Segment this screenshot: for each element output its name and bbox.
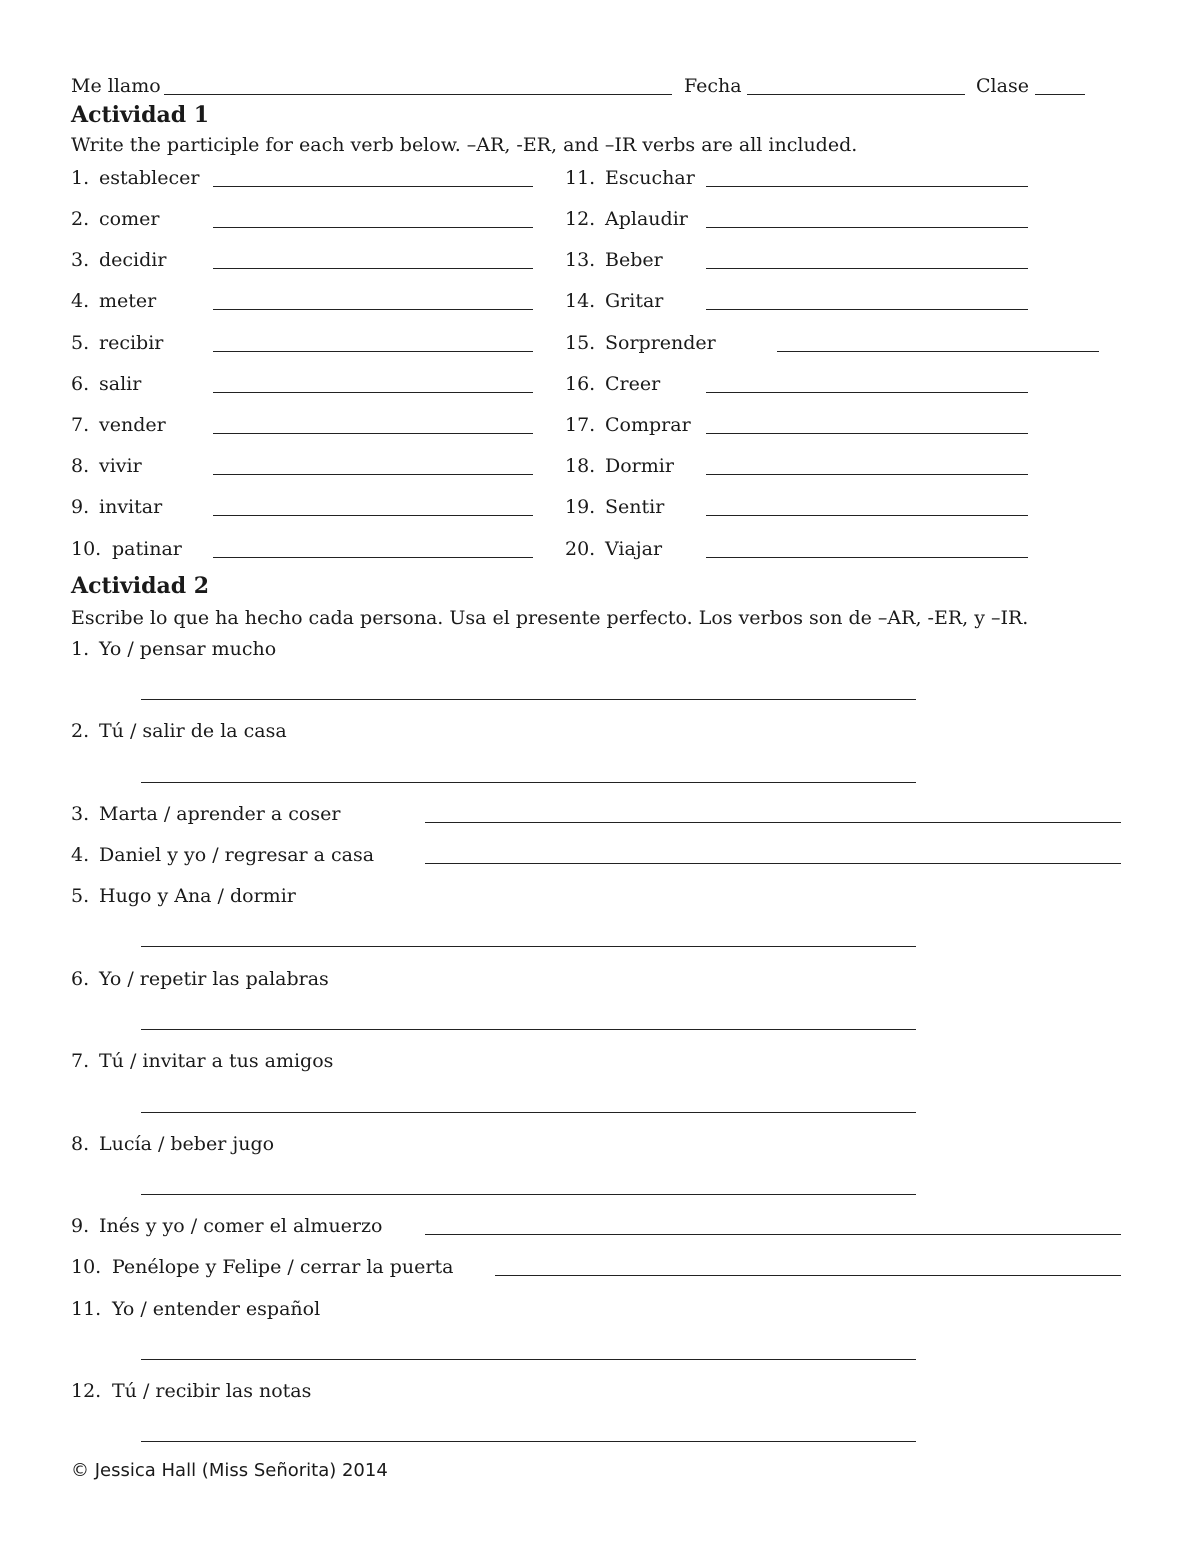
a1-answer-line[interactable] xyxy=(706,392,1028,393)
a2-item-prompt: Daniel y yo / regresar a casa xyxy=(99,844,375,866)
a2-item-num: 9. xyxy=(71,1215,90,1237)
a1-item-num: 13. xyxy=(565,249,596,271)
a2-answer-line[interactable] xyxy=(425,863,1121,864)
a1-item-num: 9. xyxy=(71,496,90,518)
a1-answer-line[interactable] xyxy=(706,186,1028,187)
copyright-footer: © Jessica Hall (Miss Señorita) 2014 xyxy=(71,1460,388,1481)
a1-item-verb: patinar xyxy=(112,538,182,560)
a1-answer-line[interactable] xyxy=(706,227,1028,228)
a2-item-prompt: Penélope y Felipe / cerrar la puerta xyxy=(112,1256,454,1278)
a1-answer-line[interactable] xyxy=(213,557,533,558)
a2-item-prompt: Lucía / beber jugo xyxy=(99,1133,275,1155)
a2-answer-line[interactable] xyxy=(141,699,916,700)
a1-answer-line[interactable] xyxy=(213,309,533,310)
a1-item-verb: comer xyxy=(99,208,160,230)
a2-item-prompt: Yo / entender español xyxy=(112,1298,321,1320)
a1-item-verb: decidir xyxy=(99,249,167,271)
a1-answer-line[interactable] xyxy=(706,474,1028,475)
a2-answer-line[interactable] xyxy=(141,1194,916,1195)
date-field-line[interactable] xyxy=(747,94,965,95)
a1-item-verb: Sentir xyxy=(605,496,665,518)
a2-answer-line[interactable] xyxy=(141,782,916,783)
a2-item-prompt: Tú / invitar a tus amigos xyxy=(99,1050,334,1072)
a1-item-num: 16. xyxy=(565,373,596,395)
a2-item-num: 10. xyxy=(71,1256,102,1278)
a1-item-num: 7. xyxy=(71,414,90,436)
a1-item-num: 5. xyxy=(71,332,90,354)
a1-item-verb: recibir xyxy=(99,332,164,354)
a1-answer-line[interactable] xyxy=(213,474,533,475)
a1-answer-line[interactable] xyxy=(706,557,1028,558)
a2-item-num: 7. xyxy=(71,1050,90,1072)
name-label: Me llamo xyxy=(71,75,161,97)
a1-item-verb: salir xyxy=(99,373,142,395)
a1-item-num: 3. xyxy=(71,249,90,271)
a1-item-verb: Gritar xyxy=(605,290,664,312)
a1-item-num: 11. xyxy=(565,167,596,189)
a1-item-num: 8. xyxy=(71,455,90,477)
a1-item-verb: invitar xyxy=(99,496,163,518)
a1-item-verb: establecer xyxy=(99,167,200,189)
class-label: Clase xyxy=(976,75,1029,97)
a1-item-verb: Escuchar xyxy=(605,167,695,189)
a1-answer-line[interactable] xyxy=(213,351,533,352)
a2-item-prompt: Tú / salir de la casa xyxy=(99,720,287,742)
a2-answer-line[interactable] xyxy=(425,822,1121,823)
a2-answer-line[interactable] xyxy=(141,1441,916,1442)
a1-item-num: 1. xyxy=(71,167,90,189)
a1-item-num: 15. xyxy=(565,332,596,354)
a1-item-num: 17. xyxy=(565,414,596,436)
a1-item-verb: Aplaudir xyxy=(605,208,688,230)
a1-answer-line[interactable] xyxy=(213,227,533,228)
name-field-line[interactable] xyxy=(164,94,672,95)
class-field-line[interactable] xyxy=(1035,94,1085,95)
a2-item-prompt: Yo / pensar mucho xyxy=(99,638,277,660)
a1-item-verb: Viajar xyxy=(605,538,663,560)
date-label: Fecha xyxy=(684,75,742,97)
a1-item-verb: Sorprender xyxy=(605,332,716,354)
a2-item-num: 2. xyxy=(71,720,90,742)
a1-item-verb: Comprar xyxy=(605,414,691,436)
a2-answer-line[interactable] xyxy=(495,1275,1121,1276)
a2-item-num: 5. xyxy=(71,885,90,907)
a2-item-prompt: Hugo y Ana / dormir xyxy=(99,885,296,907)
a1-item-num: 12. xyxy=(565,208,596,230)
a1-answer-line[interactable] xyxy=(213,515,533,516)
a2-item-num: 1. xyxy=(71,638,90,660)
a1-item-num: 20. xyxy=(565,538,596,560)
a1-answer-line[interactable] xyxy=(706,433,1028,434)
a2-item-num: 12. xyxy=(71,1380,102,1402)
a1-answer-line[interactable] xyxy=(777,351,1099,352)
a1-answer-line[interactable] xyxy=(706,268,1028,269)
a2-answer-line[interactable] xyxy=(141,1112,916,1113)
a1-item-num: 6. xyxy=(71,373,90,395)
a1-answer-line[interactable] xyxy=(706,515,1028,516)
a1-item-num: 14. xyxy=(565,290,596,312)
a2-item-num: 3. xyxy=(71,803,90,825)
a2-answer-line[interactable] xyxy=(141,946,916,947)
a2-item-prompt: Yo / repetir las palabras xyxy=(99,968,329,990)
actividad-2-title: Actividad 2 xyxy=(71,573,210,599)
a2-answer-line[interactable] xyxy=(141,1029,916,1030)
a1-item-num: 18. xyxy=(565,455,596,477)
a1-answer-line[interactable] xyxy=(213,186,533,187)
a1-item-num: 4. xyxy=(71,290,90,312)
actividad-2-instructions: Escribe lo que ha hecho cada persona. Usa el presente perfecto. Los verbos son de –AR, -ER, y –IR. xyxy=(71,607,1029,629)
a1-answer-line[interactable] xyxy=(213,268,533,269)
a1-answer-line[interactable] xyxy=(213,433,533,434)
a1-item-num: 19. xyxy=(565,496,596,518)
actividad-1-instructions: Write the participle for each verb below. –AR, -ER, and –IR verbs are all included. xyxy=(71,134,858,156)
a2-item-num: 11. xyxy=(71,1298,102,1320)
a1-answer-line[interactable] xyxy=(706,309,1028,310)
a1-item-verb: vivir xyxy=(99,455,142,477)
a1-item-verb: Creer xyxy=(605,373,661,395)
a2-item-prompt: Inés y yo / comer el almuerzo xyxy=(99,1215,383,1237)
a1-item-verb: Beber xyxy=(605,249,663,271)
a2-answer-line[interactable] xyxy=(425,1234,1121,1235)
a2-item-num: 8. xyxy=(71,1133,90,1155)
a1-item-num: 2. xyxy=(71,208,90,230)
a1-item-verb: vender xyxy=(99,414,166,436)
a2-item-prompt: Marta / aprender a coser xyxy=(99,803,341,825)
a2-item-num: 6. xyxy=(71,968,90,990)
a2-item-prompt: Tú / recibir las notas xyxy=(112,1380,312,1402)
a2-item-num: 4. xyxy=(71,844,90,866)
a2-answer-line[interactable] xyxy=(141,1359,916,1360)
a1-item-verb: meter xyxy=(99,290,157,312)
a1-item-num: 10. xyxy=(71,538,102,560)
a1-answer-line[interactable] xyxy=(213,392,533,393)
a1-item-verb: Dormir xyxy=(605,455,674,477)
actividad-1-title: Actividad 1 xyxy=(71,102,210,128)
